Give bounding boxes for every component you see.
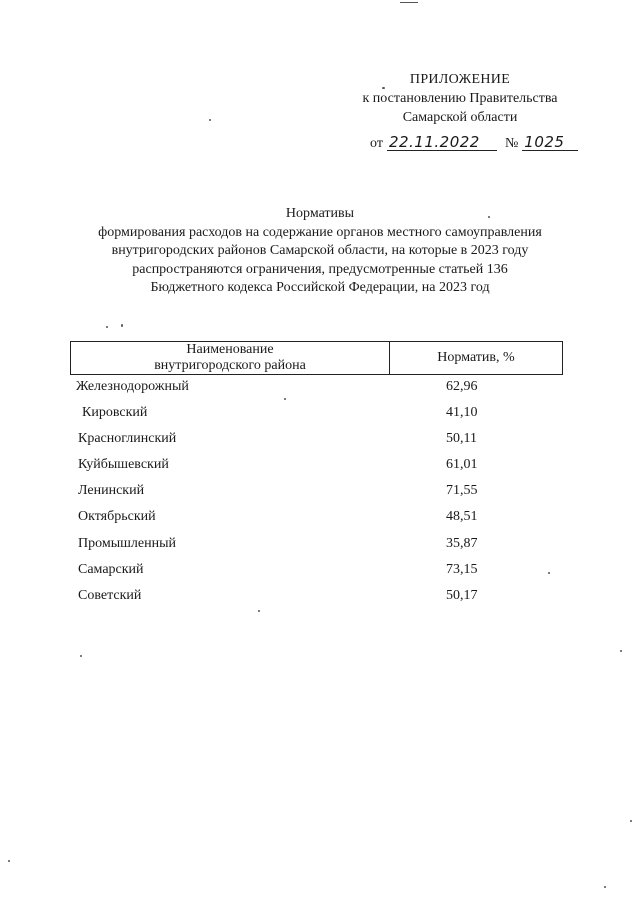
scan-speck bbox=[121, 324, 123, 327]
appendix-region-line: Самарской области bbox=[402, 110, 518, 125]
table-row bbox=[76, 378, 556, 404]
table-row bbox=[76, 587, 556, 613]
scan-speck bbox=[80, 655, 82, 657]
heading-title: Нормативы bbox=[285, 206, 355, 221]
norm-value: 50,17 bbox=[446, 587, 478, 603]
heading-line-4: Бюджетного кодекса Российской Федерации, на 2023 год bbox=[150, 280, 490, 295]
scan-speck bbox=[284, 398, 286, 400]
scan-speck bbox=[630, 820, 632, 822]
scan-speck bbox=[488, 216, 490, 218]
column-header-norm: Норматив, % bbox=[437, 350, 515, 365]
column-header-district-line-1: Наименование bbox=[186, 342, 274, 357]
district-name: Кировский bbox=[82, 405, 148, 421]
district-name: Советский bbox=[78, 587, 142, 603]
handwritten-number: 1025 bbox=[522, 134, 578, 151]
table-row bbox=[76, 404, 556, 430]
norm-value: 35,87 bbox=[446, 535, 478, 551]
heading-line-3: распространяются ограничения, предусмотренные статьей 136 bbox=[132, 261, 508, 277]
scan-speck bbox=[382, 87, 385, 89]
district-name: Ленинский bbox=[78, 483, 145, 499]
column-header-district-line-2: внутригородского района bbox=[154, 358, 306, 373]
scan-speck bbox=[258, 610, 260, 612]
scan-speck bbox=[106, 326, 108, 328]
district-name: Промышленный bbox=[78, 535, 176, 551]
table-row bbox=[76, 508, 556, 534]
number-prefix: № bbox=[504, 136, 519, 151]
appendix-date-line bbox=[370, 134, 578, 152]
scan-speck bbox=[209, 119, 211, 121]
norm-value: 73,15 bbox=[446, 561, 478, 577]
district-name: Красноглинский bbox=[78, 431, 177, 447]
appendix-resolution-line: к постановлению Правительства bbox=[362, 91, 558, 106]
district-name: Куйбышевский bbox=[78, 457, 169, 473]
appendix-title: ПРИЛОЖЕНИЕ bbox=[409, 72, 511, 87]
scan-artifact bbox=[400, 2, 418, 3]
scan-speck bbox=[548, 572, 550, 574]
scan-speck bbox=[8, 860, 10, 862]
table-row bbox=[76, 535, 556, 561]
norm-value: 71,55 bbox=[446, 483, 478, 499]
heading-line-2: внутригородских районов Самарской области, на которые в 2023 году bbox=[111, 243, 529, 258]
heading-line-1: формирования расходов на содержание органов местного самоуправления bbox=[98, 224, 542, 240]
table-body bbox=[76, 378, 556, 613]
district-name: Самарский bbox=[78, 561, 144, 577]
district-name: Железнодорожный bbox=[76, 379, 189, 394]
document-heading bbox=[40, 205, 600, 298]
table-row bbox=[76, 430, 556, 456]
scan-speck bbox=[620, 650, 622, 652]
norm-value: 62,96 bbox=[446, 379, 478, 394]
scan-speck bbox=[604, 886, 606, 888]
norm-value: 48,51 bbox=[446, 509, 478, 525]
district-name: Октябрьский bbox=[78, 509, 156, 525]
column-header-district bbox=[71, 342, 390, 374]
table-row bbox=[76, 456, 556, 482]
table-row bbox=[76, 482, 556, 508]
norm-value: 50,11 bbox=[446, 431, 477, 447]
date-prefix: от bbox=[370, 136, 383, 151]
table-header bbox=[70, 341, 563, 375]
table-row bbox=[76, 561, 556, 587]
norm-value: 61,01 bbox=[446, 457, 478, 473]
handwritten-date: 22.11.2022 bbox=[387, 134, 497, 151]
norm-value: 41,10 bbox=[446, 405, 478, 421]
appendix-block bbox=[340, 70, 580, 127]
